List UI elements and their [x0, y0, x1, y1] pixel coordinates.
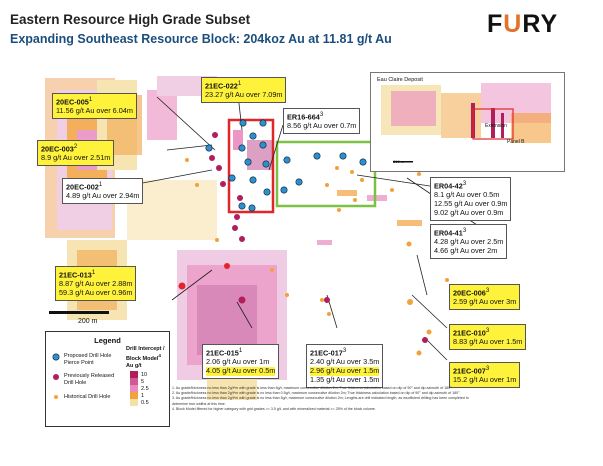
- callout-hole-id: 21EC-007: [453, 366, 486, 376]
- callout-footnote-ref: 2: [73, 143, 78, 150]
- callout-hole-id: 21EC-013: [59, 270, 92, 280]
- legend-title: Legend: [94, 336, 121, 345]
- logo-letter-u: U: [503, 10, 523, 38]
- logo-letter-f: F: [487, 10, 504, 38]
- callout-er04-42: [430, 177, 511, 221]
- footnotes: [172, 386, 564, 412]
- callout-20ec-005: [52, 93, 137, 119]
- callout-intercept: 23.27 g/t Au over 7.09m: [205, 90, 283, 100]
- location-inset-map: [370, 72, 565, 172]
- callout-footnote-ref: 1: [238, 347, 243, 354]
- callout-hole-id: 20EC-005: [56, 97, 89, 107]
- green-outline-box: [277, 142, 375, 206]
- footnote-4: 4. Block Model filtered for higher category with grid grades >= 3.5 g/t, and with mineralized material >= 25% of the block volume.: [172, 406, 376, 411]
- callout-hole-id: 21EC-017: [310, 348, 343, 358]
- callout-20ec-006: [449, 284, 520, 310]
- footnote-2: 2. Au grade/thickness no less than 2g/t*m with grade is no less than 0.5g/t, maximum consecutive dilution 2m; True thickness calculation based on dip of 90° and dip azimuth of 180°.: [172, 391, 461, 396]
- callout-hole-id: ER16-664: [287, 112, 320, 122]
- legend-previous-label: Previously Released Drill Hole: [64, 373, 115, 386]
- callout-21ec-015: [202, 344, 279, 379]
- callout-intercept: 2.59 g/t Au over 3m: [453, 297, 517, 307]
- legend-unit: Au g/t: [126, 363, 142, 369]
- callout-intercept: 8.56 g/t Au over 0.7m: [287, 121, 357, 131]
- callout-intercept: 59.3 g/t Au over 0.96m: [59, 288, 133, 298]
- callout-intercept-highlight: 2.96 g/t Au over 1.5m: [310, 366, 380, 376]
- callout-intercept: 1.35 g/t Au over 1.5m: [310, 375, 380, 385]
- callout-20ec-002: [62, 178, 143, 204]
- callout-21ec-022: [201, 77, 286, 103]
- callout-intercept: 8.83 g/t Au over 1.5m: [453, 337, 523, 347]
- callout-intercept: 4.28 g/t Au over 2.5m: [434, 237, 504, 247]
- callout-intercept: 8.9 g/t Au over 2.51m: [41, 153, 111, 163]
- callout-er04-41: [430, 224, 507, 259]
- callout-footnote-ref: 1: [91, 269, 96, 276]
- inset-title: Eau Claire Deposit: [377, 77, 423, 83]
- callout-20ec-003: [37, 140, 114, 166]
- page-title: Eastern Resource High Grade Subset: [10, 12, 251, 27]
- footnote-1: 1. Au grade/thickness no less than 2g/t*m with grade is less than 6g/t, maximum consecutive dilution 2m; True thickness calculation based on dip of 90° and dip azimuth of 180°.: [172, 386, 453, 390]
- callout-21ec-007: [449, 362, 520, 388]
- callout-hole-id: 21EC-015: [206, 348, 239, 358]
- callout-footnote-ref: 1: [88, 96, 93, 103]
- callout-intercept: 4.66 g/t Au over 2m: [434, 246, 498, 256]
- callout-footnote-ref: 3: [342, 347, 347, 354]
- inset-extension-label: Extension: [485, 123, 507, 129]
- legend-intercept-sup: 4: [158, 352, 161, 358]
- callout-footnote-ref: 3: [485, 287, 490, 294]
- callout-intercept: 2.40 g/t Au over 3.5m: [310, 357, 380, 367]
- inset-graphics: [371, 73, 565, 172]
- callout-er16-664: [283, 108, 360, 134]
- callout-footnote-ref: 3: [462, 180, 467, 187]
- callout-hole-id: 20EC-006: [453, 288, 486, 298]
- callout-21ec-017: [306, 344, 383, 388]
- legend-scale-value: 10: [141, 372, 148, 378]
- footnote-3: 3. Au grade/thickness no less than 2g/t*m with grade is no less than 5g/t, maximum consecutive dilution 2m; Lengths are drill indicated length, as insufficient drilling has been completed to: [172, 396, 469, 401]
- legend-proposed-label: Proposed Drill Hole Pierce Point: [64, 353, 112, 366]
- callout-footnote-ref: 3: [485, 365, 490, 372]
- scale-bar-label: 200 m: [78, 318, 98, 325]
- inset-panel-label: Panel B: [507, 139, 525, 145]
- page-subtitle: Expanding Southeast Resource Block: 204koz Au at 11.81 g/t Au: [10, 32, 392, 46]
- legend-historical-label: Historical Drill Hole: [64, 394, 111, 400]
- callout-hole-id: 20EC-002: [66, 182, 99, 192]
- callout-hole-id: 21EC-022: [205, 81, 238, 91]
- legend-scale-value: 0.5: [141, 400, 149, 406]
- callout-intercept: 9.02 g/t Au over 0.9m: [434, 208, 504, 218]
- callout-footnote-ref: 1: [98, 181, 103, 188]
- callout-intercept-highlight: 4.05 g/t Au over 0.5m: [206, 366, 276, 376]
- legend: [45, 331, 170, 427]
- callout-intercept: 12.55 g/t Au over 0.9m: [434, 199, 508, 209]
- red-hole-marker: [179, 283, 186, 290]
- callout-21ec-013: [55, 266, 136, 301]
- callout-hole-id: ER04-41: [434, 228, 463, 238]
- callout-footnote-ref: 3: [462, 227, 467, 234]
- callout-hole-id: ER04-42: [434, 181, 463, 191]
- legend-scale-value: 1: [141, 393, 145, 399]
- fury-logo: [487, 10, 558, 39]
- callout-footnote-ref: 3: [485, 327, 490, 334]
- callout-intercept: 11.56 g/t Au over 6.04m: [56, 106, 133, 116]
- callout-intercept: 8.87 g/t Au over 2.88m: [59, 279, 133, 289]
- logo-letters-ry: RY: [522, 10, 559, 38]
- block-model-east: [317, 190, 447, 245]
- legend-scale-value: 2.5: [141, 386, 149, 392]
- legend-scale-value: 5: [141, 379, 145, 385]
- callout-intercept: 8.1 g/t Au over 0.5m: [434, 190, 500, 200]
- legend-intercept-title-text: Drill Intercept / Block Model: [126, 346, 165, 362]
- callout-intercept: 2.06 g/t Au over 1m: [206, 357, 270, 367]
- inset-scale-label: 300 m: [393, 159, 405, 164]
- callout-hole-id: 20EC-003: [41, 144, 74, 154]
- legend-intercept-title: [126, 346, 170, 362]
- callout-footnote-ref: 3: [319, 111, 324, 118]
- callout-intercept: 4.89 g/t Au over 2.94m: [66, 191, 140, 201]
- callout-intercept: 15.2 g/t Au over 1m: [453, 375, 517, 385]
- footnote-3-cont: determine true widths at this time.: [172, 401, 226, 406]
- callout-21ec-010: [449, 324, 526, 350]
- red-hole-marker-2: [224, 263, 230, 269]
- callout-hole-id: 21EC-010: [453, 328, 486, 338]
- callout-footnote-ref: 1: [237, 80, 242, 87]
- scale-bar: [49, 311, 109, 314]
